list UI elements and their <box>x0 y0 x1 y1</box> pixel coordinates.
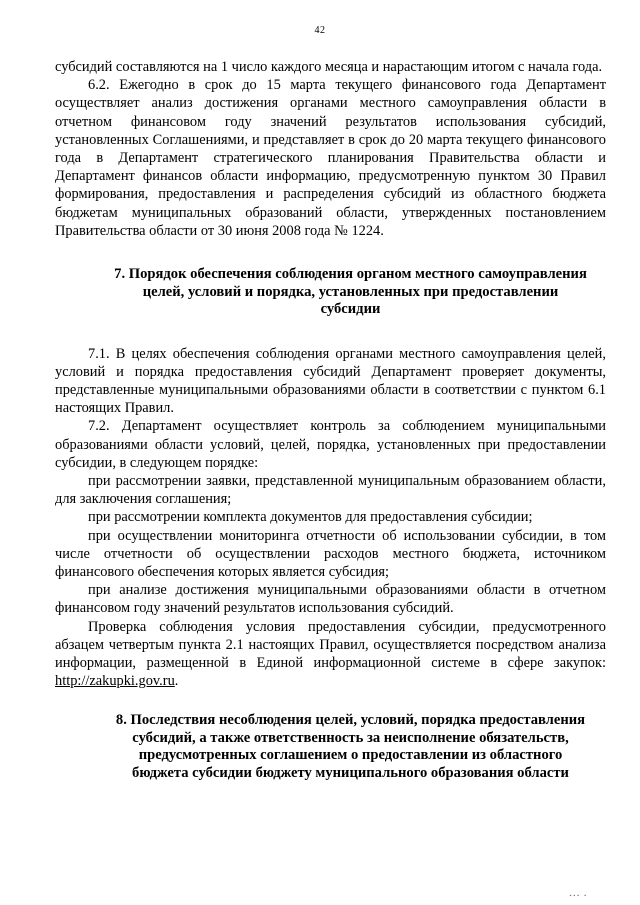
paragraph-7-2: 7.2. Департамент осуществляет контроль за соблюдением муниципальными образованиями области условий, целей, порядка, установленных при предоставлении субсидии, в следующем порядке: <box>55 418 606 471</box>
section-7-heading-line-1: 7. Порядок обеспечения соблюдения органом местного самоуправления <box>114 266 587 283</box>
section-7-heading-line-3: субсидии <box>320 301 381 318</box>
paragraph-7-2-check <box>55 618 606 691</box>
document-body <box>55 58 606 782</box>
section-7-heading-line-2: целей, условий и порядка, установленных при предоставлении <box>142 283 559 300</box>
zakupki-link[interactable]: http://zakupki.gov.ru <box>55 673 175 690</box>
paragraph-7-1: 7.1. В целях обеспечения соблюдения органами местного самоуправления целей, условий и порядка предоставления субсидий Департамент проверяет документы, представленные муниципальными образованиями области в соответствии с пунктом 6.1 настоящих Правил. <box>55 345 606 417</box>
section-8-heading <box>55 712 606 782</box>
section-8-heading-line-2: субсидий, а также ответственность за неисполнение обязательств, <box>132 729 569 746</box>
section-8-heading-line-4: бюджета субсидии бюджету муниципального образования области <box>132 764 569 781</box>
paragraph-6-1-tail: субсидий составляются на 1 число каждого месяца и нарастающим итогом с начала года. <box>55 59 603 75</box>
paragraph-7-2-check-end: . <box>174 673 179 690</box>
paragraph-7-2-item-4: при анализе достижения муниципальными образованиями области в отчетном финансовом году значений результатов использования субсидий. <box>55 582 606 617</box>
section-7-heading <box>55 266 606 319</box>
footer-scan-mark: ▪▪▪ ▪ <box>569 894 588 899</box>
paragraph-7-2-item-2: при рассмотрении комплекта документов для предоставления субсидии; <box>88 509 533 526</box>
paragraph-7-2-item-3: при осуществлении мониторинга отчетности об использовании субсидии, в том числе отчетности об осуществлении расходов местного бюджета, источником финансового обеспечения которых является субсидия; <box>55 527 606 580</box>
section-8-heading-line-3: предусмотренных соглашением о предоставлении из областного <box>138 747 563 764</box>
paragraph-7-2-check-text: Проверка соблюдения условия предоставления субсидии, предусмотренного абзацем четвертым пункта 2.1 настоящих Правил, осуществляется посредством анализа информации, размещенной в Единой информационной системе в сфере закупок: <box>55 618 606 671</box>
section-8-heading-line-1: 8. Последствия несоблюдения целей, условий, порядка предоставления <box>115 712 586 729</box>
paragraph-6-2: 6.2. Ежегодно в срок до 15 марта текущего финансового года Департамент осуществляет анализ достижения органами местного самоуправления области в отчетном финансовом году значений результатов использования субсидий, установленных Соглашениями, и представляет в срок до 20 марта текущего финансового года в Департамент стратегического планирования Правительства области и Департамент финансов области информацию, предусмотренную пунктом 30 Правил формирования, предоставления и распределения субсидий из областного бюджета бюджетам муниципальных образований области, утвержденных постановлением Правительства области от 30 июня 2008 года № 1224. <box>55 77 606 239</box>
paragraph-7-2-item-1: при рассмотрении заявки, представленной муниципальным образованием области, для заключения соглашения; <box>55 472 606 508</box>
page-number: 42 <box>314 25 326 36</box>
